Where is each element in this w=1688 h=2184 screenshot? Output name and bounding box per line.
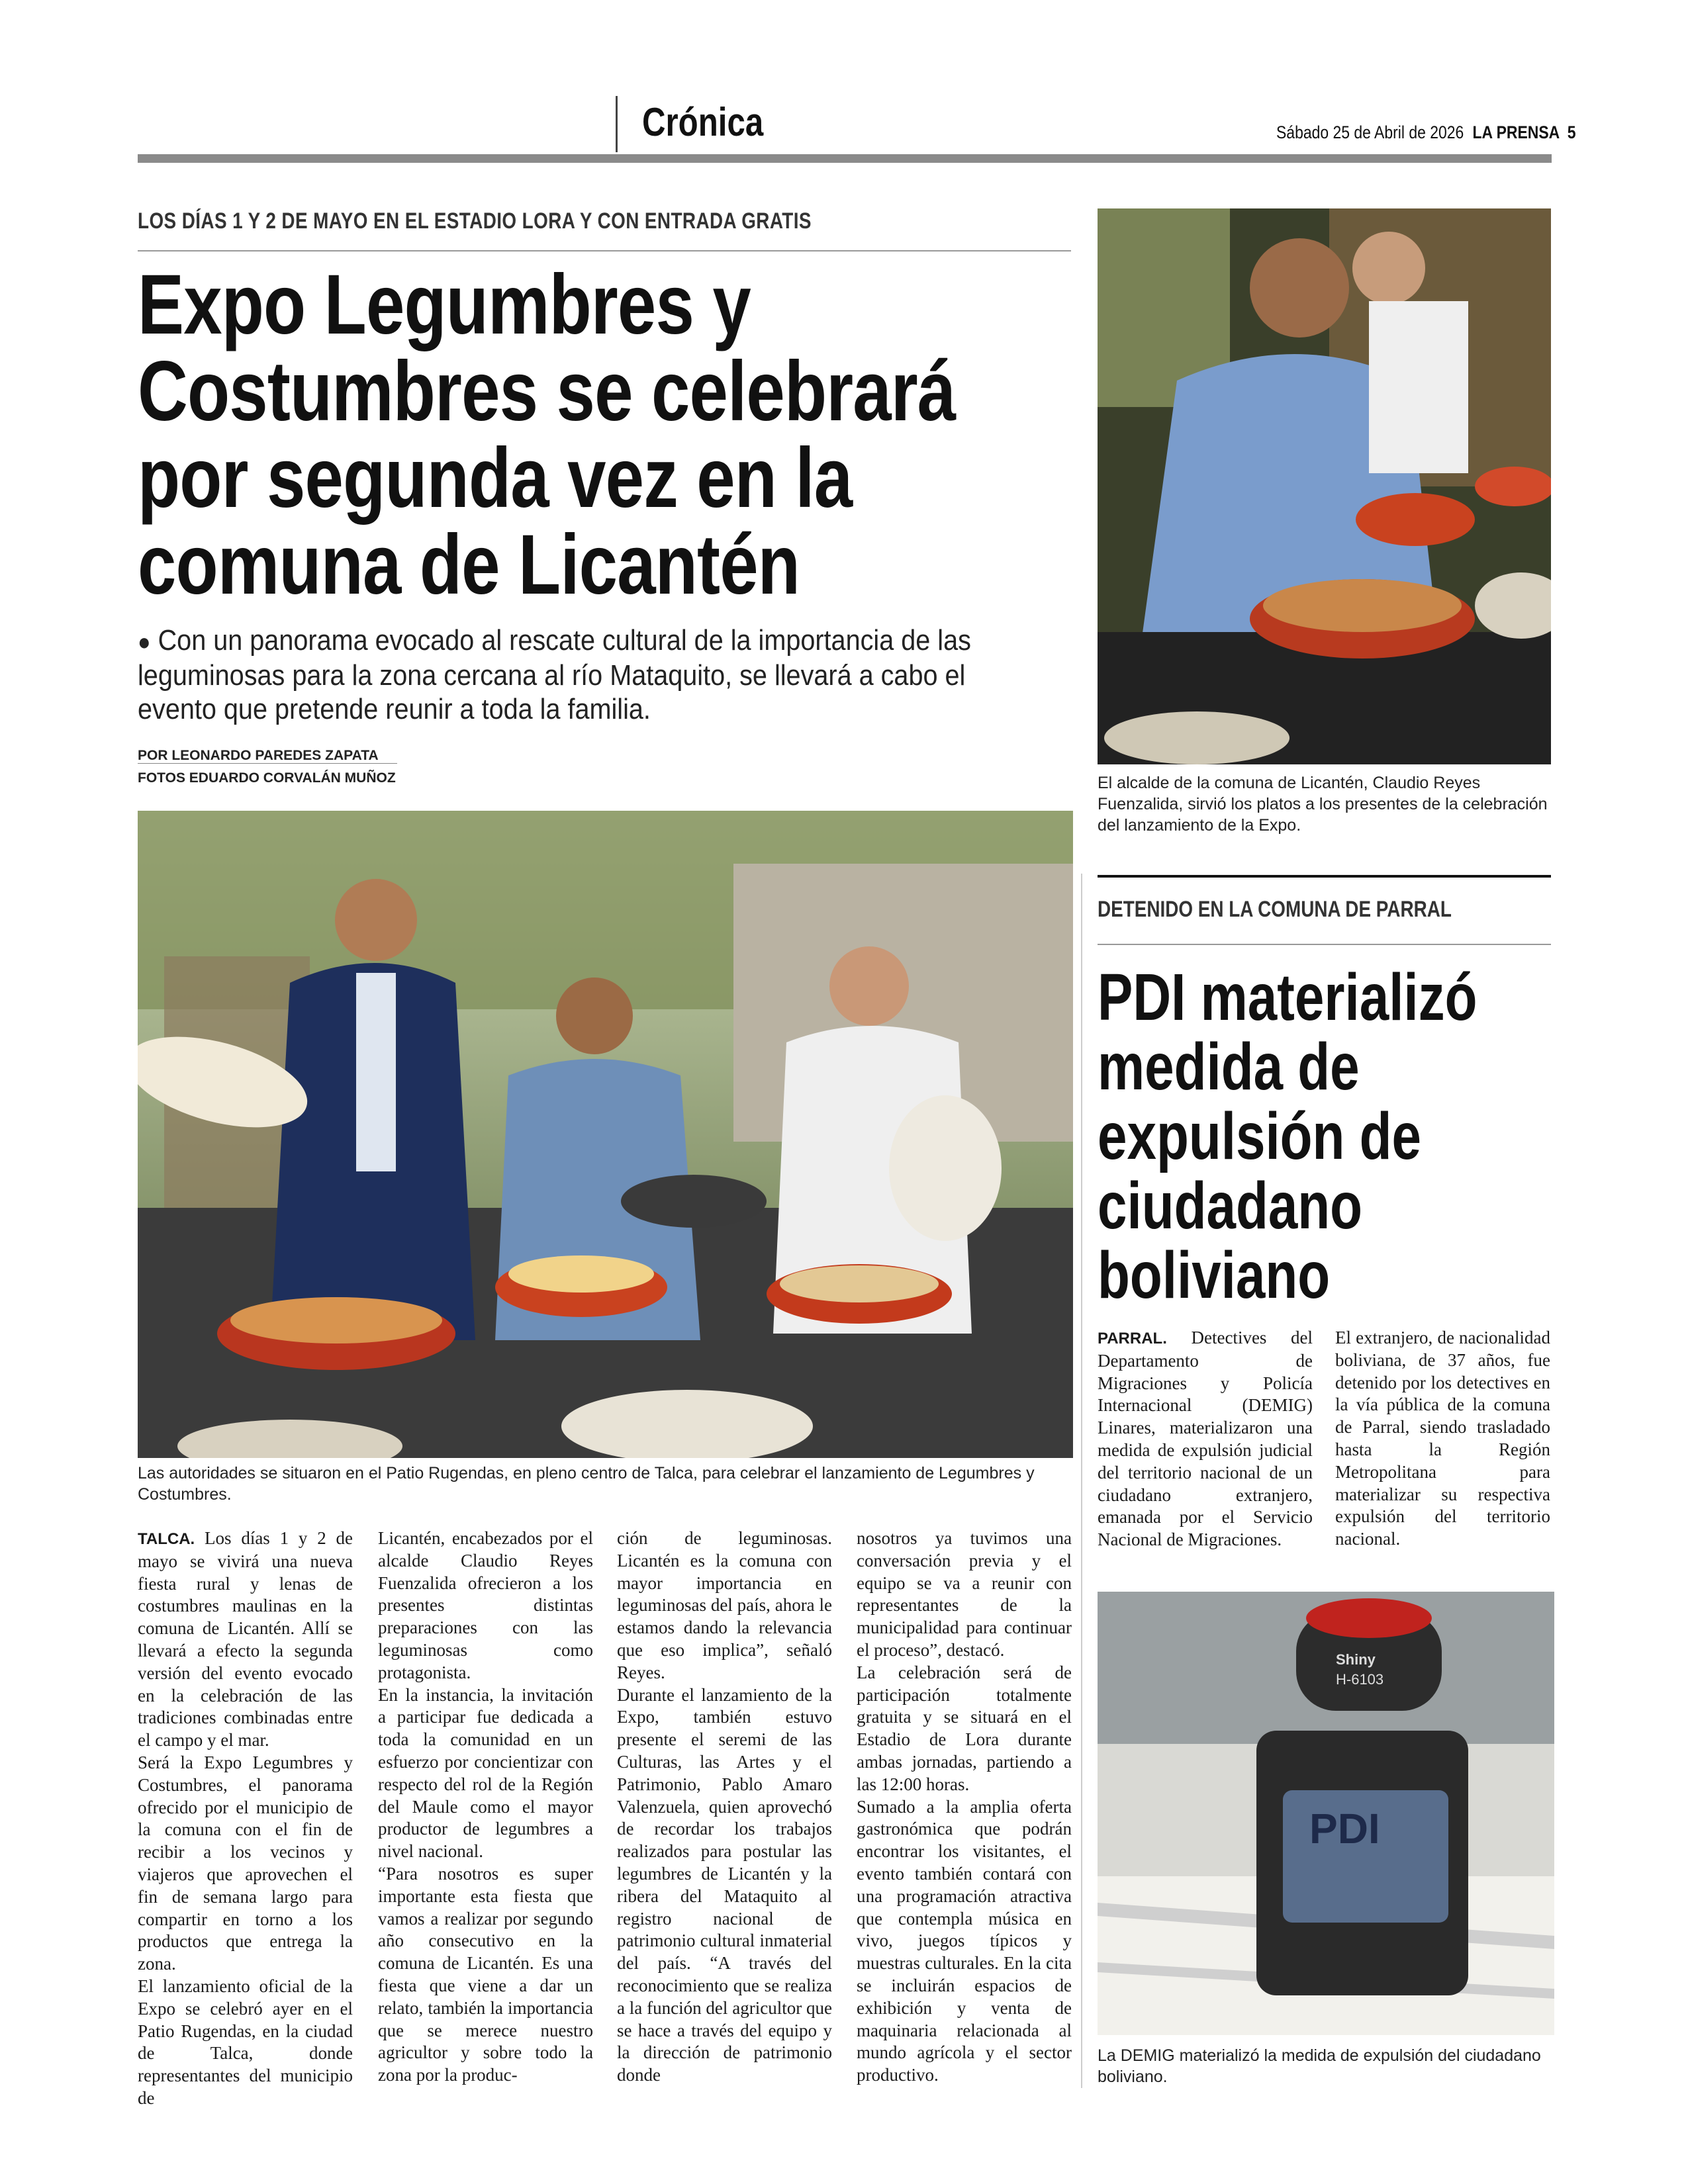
issue-date: Sábado 25 de Abril de 2026: [1276, 122, 1464, 142]
mayor-photo: [1098, 208, 1551, 764]
side-headline: [1098, 960, 1553, 1312]
paragraph: “Para nosotros es super importante esta fiesta que vamos a realizar por segundo año consecutivo en la comuna de Licantén. Es una fiesta que viene a dar un relato, también la importancia que se merece nuestro agricultor y sobre todo la zona por la produc-: [378, 1863, 593, 2085]
stamp-pdi-text: PDI: [1309, 1805, 1380, 1852]
paragraph: [1098, 1327, 1313, 1551]
page-number: 5: [1567, 122, 1576, 142]
byline-block: [138, 745, 396, 790]
publication-name: LA PRENSA: [1472, 122, 1560, 142]
paragraph: La celebración será de participación totalmente gratuita y se situará en el Estadio de Lora durante ambas jornadas, partiendo a las 12:00 horas.: [857, 1662, 1072, 1794]
paragraph: Será la Expo Legumbres y Costumbres, el panorama ofrecido por el municipio de la comuna con el fin de recibir a los vecinos y viajeros que aprovechen el fin de semana largo para compartir en torno a los productos que entrega la zona.: [138, 1752, 353, 1974]
header-rule: [138, 154, 1552, 163]
paragraph: Durante el lanzamiento de la Expo, también estuvo presente el seremi de las Culturas, las Artes y el Patrimonio, Pablo Amaro Valenzuela, quien aprovechó de recordar los trabajos realizados para postular las legumbres de Licantén y la ribera del Mataquito al registro nacional de patrimonio cultural inmaterial del país. “A través del reconocimiento que se realiza a la función del agricultor que se hace a través del equipo y la dirección de patrimonio donde: [617, 1684, 832, 2085]
main-photo-caption: Las autoridades se situaron en el Patio Rugendas, en pleno centro de Talca, para celebrar el lanzamiento de Legumbres y Costumbres.: [138, 1464, 1035, 1504]
paragraph: Licantén, encabezados por el alcalde Claudio Reyes Fuenzalida ofrecieron a los presentes distintas preparaciones con las leguminosas como protagonista.: [378, 1528, 593, 1682]
paragraph: El lanzamiento oficial de la Expo se celebró ayer en el Patio Rugendas, en la ciudad de Talca, donde representantes del municipio de: [138, 1976, 353, 2108]
byline-rule: [138, 763, 397, 764]
mayor-photo-caption: El alcalde de la comuna de Licantén, Claudio Reyes Fuenzalida, sirvió los platos a los presentes de la celebración del lanzamiento de la Expo.: [1098, 774, 1548, 835]
paragraph: [138, 1527, 353, 1752]
dateline: TALCA.: [138, 1530, 195, 1548]
dateline: PARRAL.: [1098, 1330, 1167, 1347]
side-body-column-2: [1335, 1327, 1550, 1551]
side-story-rule: [1098, 875, 1551, 878]
headline-line: expulsión de: [1098, 1099, 1421, 1173]
bullet-icon: ●: [138, 628, 151, 655]
main-headline: [138, 257, 1033, 612]
headline-line: por segunda vez en la: [138, 431, 853, 525]
headline-line: medida de: [1098, 1030, 1360, 1104]
main-deck: [138, 623, 1019, 726]
headline-line: ciudadano: [1098, 1169, 1363, 1243]
header-dateline: [1276, 122, 1576, 143]
body-column-3: [617, 1527, 832, 2087]
byline: POR LEONARDO PAREDES ZAPATA: [138, 748, 379, 763]
body-column-1: [138, 1527, 353, 2110]
body-column-2: [378, 1527, 593, 2087]
paragraph: El extranjero, de nacionalidad boliviana, de 37 años, fue detenido por los detectives en la vía pública de la comuna de Parral, siendo trasladado hasta la Región Metropolitana para materializar su respectiva expulsión del territorio nacional.: [1335, 1328, 1550, 1549]
section-name: Crónica: [642, 100, 764, 144]
paragraph: Sumado a la amplia oferta gastronómica que podrán encontrar los visitantes, el evento también contará con una programación atractiva que contempla música en vivo, juegos típicos y muestras culturales. En la cita se incluirán espacios de exhibición y venta de maquinaria relacionada al mundo agrícola y el sector productivo.: [857, 1796, 1072, 2085]
paragraph: En la instancia, la invitación a participar fue dedicada a toda la comunidad en un esfuerzo por concientizar con respecto del rol de la Región del Maule como el mayor productor de legumbres a nivel nacional.: [378, 1684, 593, 1862]
stamp-brand-text: Shiny: [1336, 1651, 1376, 1668]
photo-credit: FOTOS EDUARDO CORVALÁN MUÑOZ: [138, 770, 396, 786]
paragraph-text: Detectives del Departamento de Migraciones y Policía Internacional (DEMIG) Linares, materializaron una medida de expulsión judicial del territorio nacional de un ciudadano extranjero, emanada por el Servicio Nacional de Migraciones.: [1098, 1328, 1313, 1550]
deck-text: Con un panorama evocado al rescate cultural de la importancia de las leguminosas para la zona cercana al río Mataquito, se llevará a cabo el evento que pretende reunir a toda la familia.: [138, 624, 971, 725]
headline-line: comuna de Licantén: [138, 518, 800, 612]
side-body-column-1: [1098, 1327, 1313, 1551]
kicker-rule: [138, 250, 1071, 251]
side-kicker: DETENIDO EN LA COMUNA DE PARRAL: [1098, 897, 1452, 922]
paragraph: nosotros ya tuvimos una conversación previa y el equipo se va a reunir con representantes de la municipalidad para continuar el proceso”, destacó.: [857, 1528, 1072, 1660]
headline-line: Expo Legumbres y: [138, 257, 751, 352]
main-kicker: LOS DÍAS 1 Y 2 DE MAYO EN EL ESTADIO LORA Y CON ENTRADA GRATIS: [138, 208, 812, 234]
headline-line: Costumbres se celebrará: [138, 344, 956, 439]
paragraph: ción de leguminosas. Licantén es la comuna con mayor importancia en leguminosas del país, ahora le estamos dando la relevancia que eso implica”, señaló Reyes.: [617, 1528, 832, 1682]
stamp-photo: [1098, 1592, 1554, 2035]
paragraph-text: Los días 1 y 2 de mayo se vivirá una nueva fiesta rural y lenas de costumbres maulinas en la comuna de Licantén. Allí se llevará a efecto la segunda versión del evento evocado en la celebración de las tradiciones combinadas entre el campo y el mar.: [138, 1528, 353, 1751]
headline-line: boliviano: [1098, 1238, 1331, 1312]
column-separator: [1081, 874, 1082, 2088]
main-photo: [138, 811, 1073, 1458]
stamp-photo-caption: La DEMIG materializó la medida de expulsión del ciudadano boliviano.: [1098, 2046, 1541, 2086]
header-divider: [616, 96, 618, 152]
stamp-model-text: H-6103: [1336, 1671, 1384, 1688]
side-kicker-rule: [1098, 944, 1551, 945]
headline-line: PDI materializó: [1098, 960, 1477, 1034]
body-column-4: [857, 1527, 1072, 2087]
